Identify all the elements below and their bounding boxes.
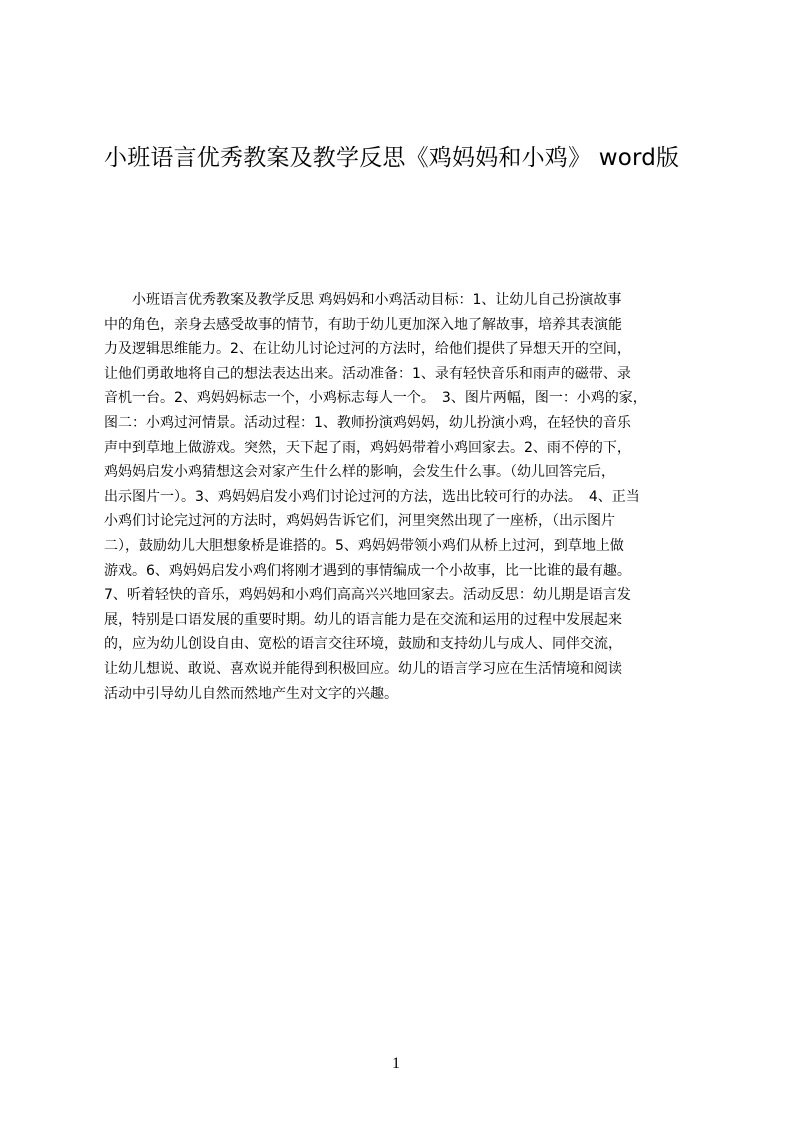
body-line: 游戏。6、鸡妈妈启发小鸡们将刚才遇到的事情编成一个小故事，比一比谁的最有趣。 [104,562,631,579]
body-line: 音机一台。2、鸡妈妈标志一个，小鸡标志每人一个。 3、图片两幅，图一：小鸡的家， [104,390,647,407]
body-line: 7、听着轻快的音乐，鸡妈妈和小鸡们高高兴兴地回家去。活动反思：幼儿期是语言发 [104,587,631,604]
body-line: 出示图片一）。3、鸡妈妈启发小鸡们讨论过河的方法，选出比较可行的办法。 4、正当 [104,488,640,505]
document-body [104,288,698,748]
page-number: 1 [392,1055,400,1072]
body-line: 让他们勇敢地将自己的想法表达出来。活动准备：1、录有轻快音乐和雨声的磁带、录 [104,365,631,382]
body-line: 小鸡们讨论完过河的方法时，鸡妈妈告诉它们，河里突然出现了一座桥，（出示图片 [104,513,615,530]
body-line: 让幼儿想说、敢说、喜欢说并能得到积极回应。幼儿的语言学习应在生活情境和阅读 [104,660,622,677]
document-title: 小班语言优秀教案及教学反思《鸡妈妈和小鸡》 word版 [104,145,680,171]
body-line: 小班语言优秀教案及教学反思 鸡妈妈和小鸡活动目标：1、让幼儿自己扮演故事 [104,292,622,308]
body-line: 活动中引导幼儿自然而然地产生对文字的兴趣。 [104,685,398,702]
body-line: 声中到草地上做游戏。突然，天下起了雨，鸡妈妈带着小鸡回家去。2、雨不停的下， [104,439,631,456]
body-line: 的，应为幼儿创设自由、宽松的语言交往环境，鼓励和支持幼儿与成人、同伴交流， [104,636,622,653]
body-line: 鸡妈妈启发小鸡猜想这会对家产生什么样的影响，会发生什么事。（幼儿回答完后， [104,464,615,481]
body-line: 中的角色，亲身去感受故事的情节，有助于幼儿更加深入地了解故事，培养其表演能 [104,316,622,333]
body-line: 图二：小鸡过河情景。活动过程：1、教师扮演鸡妈妈，幼儿扮演小鸡，在轻快的音乐 [104,414,631,431]
body-line: 二），鼓励幼儿大胆想象桥是谁搭的。5、鸡妈妈带领小鸡们从桥上过河，到草地上做 [104,537,624,554]
body-line: 展，特别是口语发展的重要时期。幼儿的语言能力是在交流和运用的过程中发展起来 [104,611,622,628]
body-line: 力及逻辑思维能力。2、在让幼儿讨论过河的方法时，给他们提供了异想天开的空间， [104,341,631,358]
